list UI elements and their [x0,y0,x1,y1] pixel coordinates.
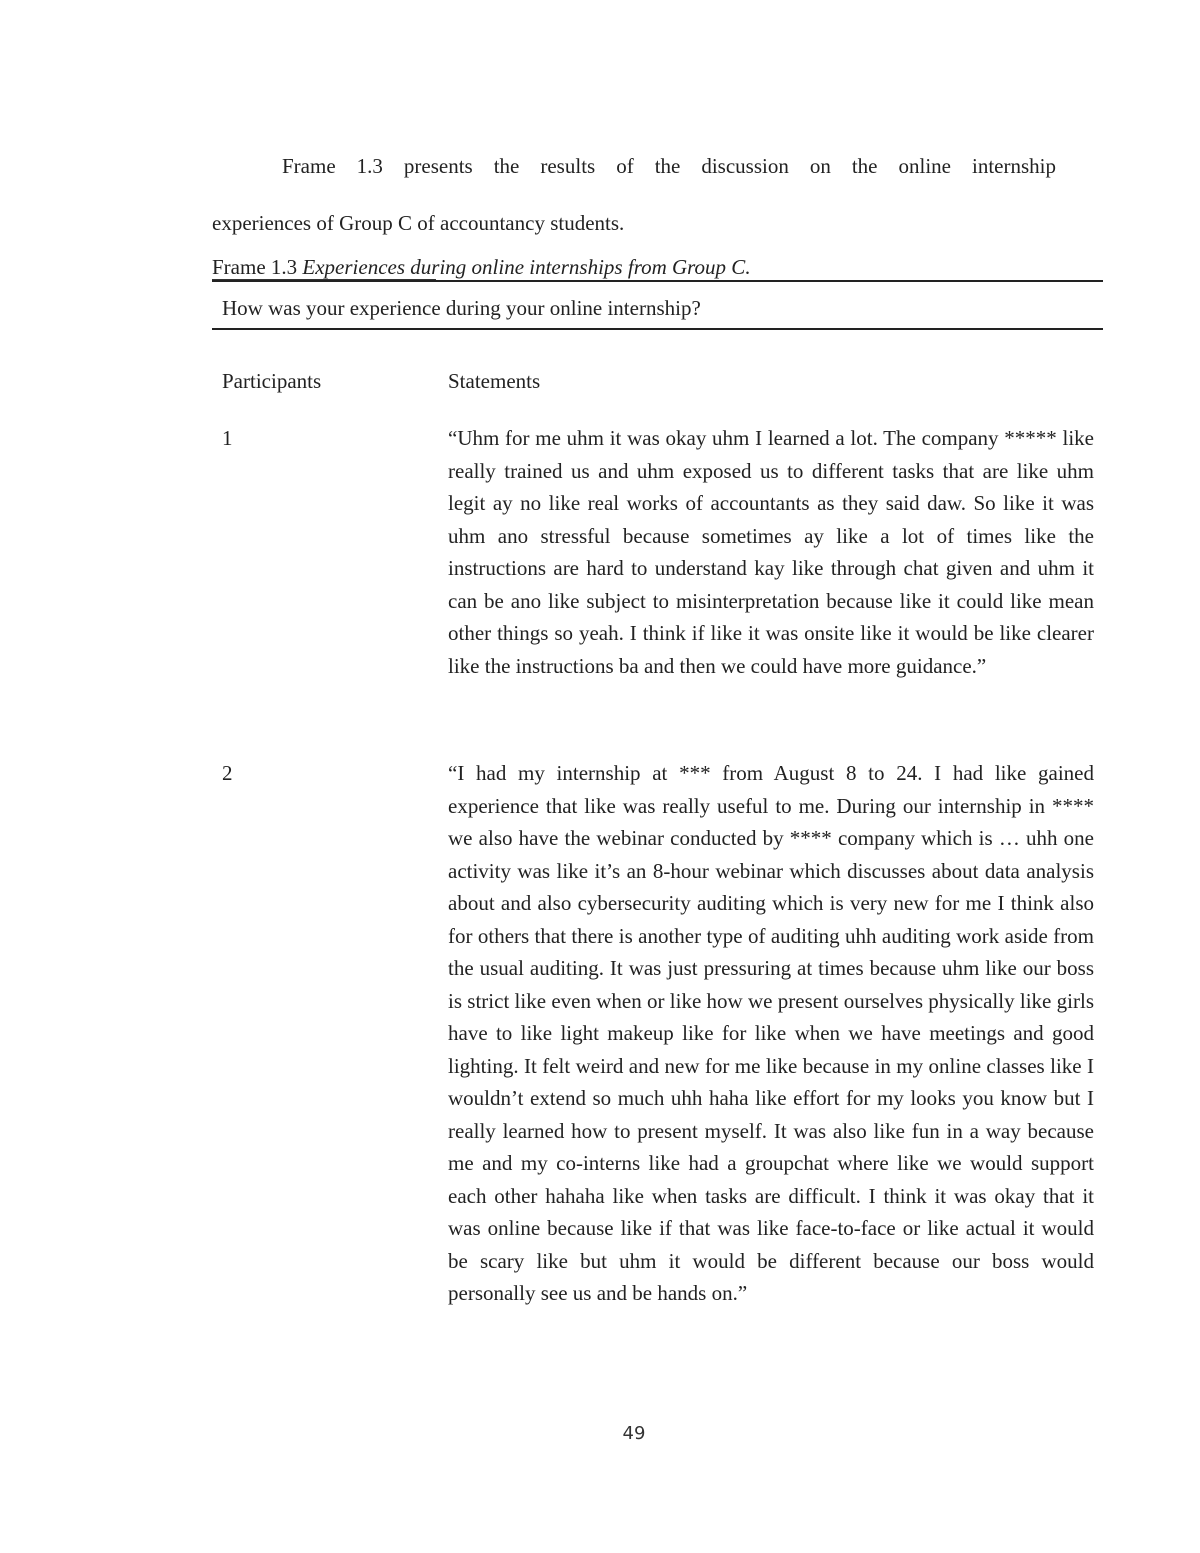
participant-number: 2 [222,761,233,785]
intro-paragraph [212,138,1056,252]
column-header-participants: Participants [222,369,322,393]
table-header-rule [212,328,1103,330]
column-header-statements: Statements [448,369,541,393]
page-number: 49 [622,1423,646,1444]
interview-question: How was your experience during your online internship? [222,296,701,320]
frame-caption [212,252,751,282]
participant-statement: “I had my internship at *** from August 8 to 24. I had like gained experience that like was really useful to me. During our internship in **** we also have the webinar conducted by **** company which is … uhh one activity was like it’s an 8-hour webinar which discusses about data analysis about and also cybersecurity auditing which is very new for me I think also for others that there is another type of auditing uhh auditing work aside from the usual auditing. It was just pressuring at times because uhm like our boss is strict like even when or like how we present ourselves physically like girls have to like light makeup like for like when we have meetings and good lighting. It felt weird and new for me like because in my online classes like I wouldn’t extend so much uhh haha like effort for my looks you know but I really learned how to present myself. It was also like fun in a way because me and my co-interns like had a groupchat where like we would support each other hahaha like when tasks are difficult. I think it was okay that it was online because like if that was like face-to-face or like actual it would be scary like but uhm it would be different because our boss would personally see us and be hands on.” [448,761,1094,1305]
participant-statement: “Uhm for me uhm it was okay uhm I learned a lot. The company ***** like really trained us and uhm exposed us to different tasks that are like uhm legit ay no like real works of accountants as they said daw. So like it was uhm ano stressful because sometimes ay like a lot of times like the instructions are hard to understand kay like through chat given and uhm it can be ano like subject to misinterpretation because like it could like mean other things so yeah. I think if like it was onsite like it would be like clearer like the instructions ba and then we could have more guidance.” [448,426,1094,678]
frame-caption-label: Frame 1.3 [212,255,303,279]
table-top-rule [212,280,1103,282]
intro-line-1: Frame 1.3 presents the results of the discussion on the online internship [282,154,1056,178]
frame-caption-title: Experiences during online internships from Group C. [302,255,751,279]
intro-line-2: experiences of Group C of accountancy students. [212,211,625,235]
participant-number: 1 [222,426,233,450]
